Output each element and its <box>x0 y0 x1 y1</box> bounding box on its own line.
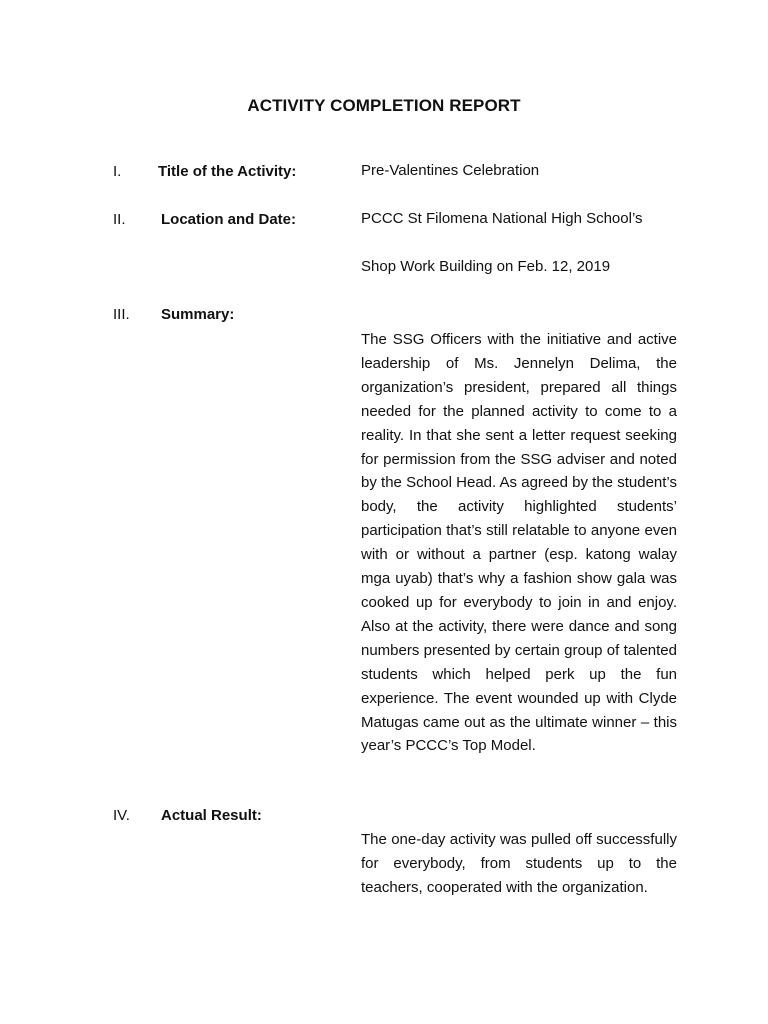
section-3-label: Summary: <box>161 306 235 323</box>
section-1-label: Title of the Activity: <box>158 163 297 180</box>
actual-result-paragraph: The one-day activity was pulled off successfully for everybody, from students up to the teachers, cooperated with the organization. <box>361 831 677 896</box>
section-3-numeral: III. <box>113 306 130 323</box>
summary-paragraph: The SSG Officers with the initiative and active leadership of Ms. Jennelyn Delima, the organization’s president, prepared all things needed for the planned activity to come to a reality. In that she sent a letter request seeking for permission from the SSG adviser and noted by the School Head. As agreed by the student’s body, the activity highlighted students’ participation that’s still relatable to anyone even with or without a partner (esp. katong walay mga uyab) that’s why a fashion show gala was cooked up for everybody to join in and enjoy. Also at the activity, there were dance and song numbers presented by certain group of talented students which helped perk up the fun experience. The event wounded up with Clyde Matugas came out as the ultimate winner – this year’s PCCC’s Top Model. <box>361 331 677 755</box>
section-2-label: Location and Date: <box>161 211 297 228</box>
location-value: PCCC St Filomena National High School’s <box>361 210 643 227</box>
section-2-numeral: II. <box>113 211 126 228</box>
date-value: Shop Work Building on Feb. 12, 2019 <box>361 258 611 275</box>
section-1-numeral: I. <box>113 163 122 180</box>
section-4-numeral: IV. <box>113 807 130 824</box>
report-title: ACTIVITY COMPLETION REPORT <box>247 96 521 115</box>
section-4-label: Actual Result: <box>161 807 262 824</box>
activity-title-value: Pre-Valentines Celebration <box>361 162 540 179</box>
